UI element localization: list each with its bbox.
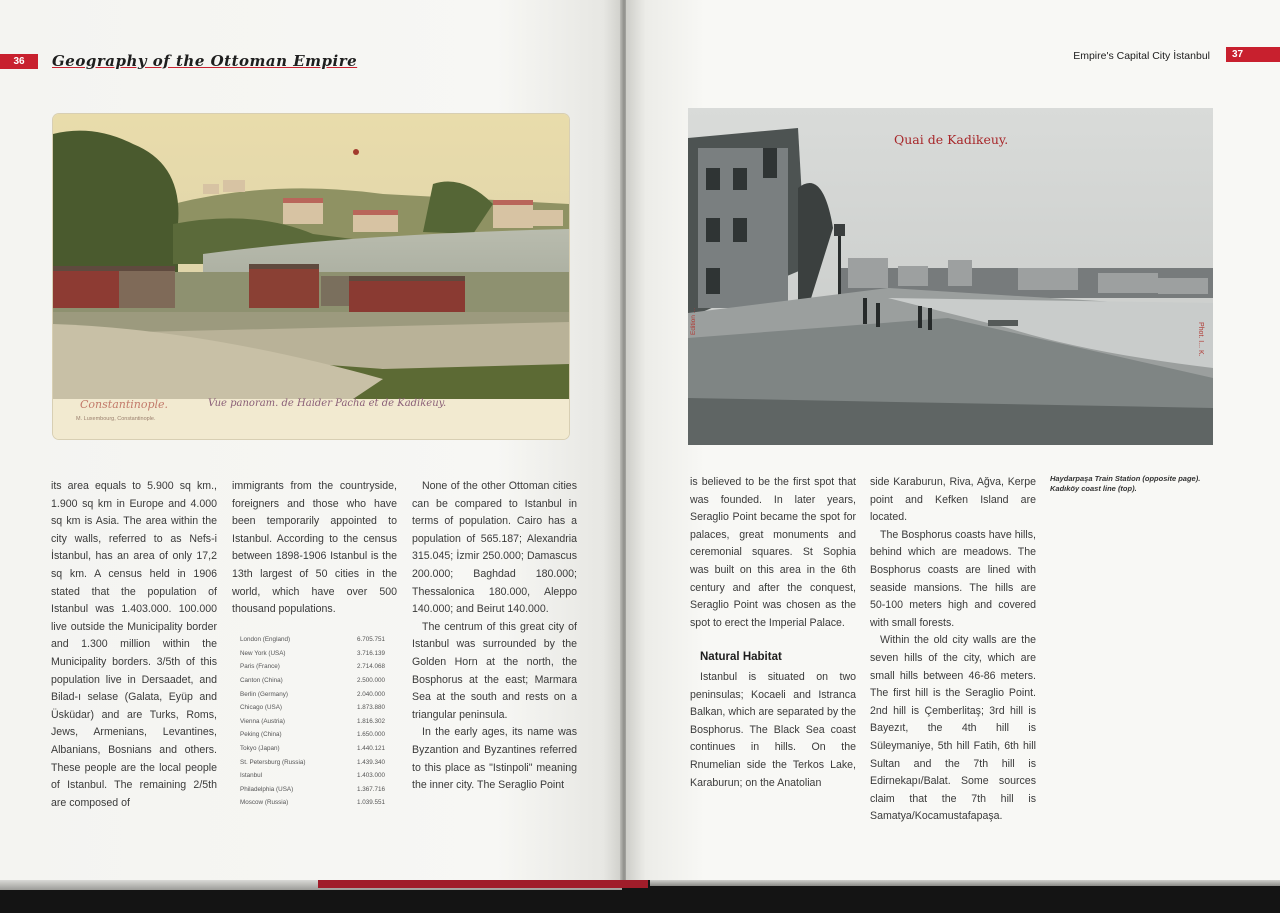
- running-title-left: Geography of the Ottoman Empire: [52, 52, 358, 70]
- paragraph: Istanbul is situated on two peninsulas; Kocaeli and Istranca Balkan, which are separated by the Bosphorus. The Black Sea coast continues in hills. On the Rnumelian side the Terkos Lake, Karaburun; on the Anatolian: [690, 670, 856, 789]
- population-cell: 1.367.716: [356, 785, 385, 793]
- population-cell: 2.500.000: [356, 677, 385, 685]
- paragraph: Within the old city walls are the seven hills of the city, which are small hills between 46-86 meters. The first hill is the Seraglio Point. 2nd hill is Çemberlitaş; 3rd hill is Bayezıt, the 4th hill is Süleymaniye, 5th hill Fatih, 6th hill Sultan and the 7th hill is Edirnekapı/Balat. Some sources claim that the 7th hill is Samatya/Kocamustafapaşa.: [870, 634, 1036, 823]
- postcard-credit: M. Luxembourg, Constantinople.: [76, 416, 156, 422]
- page-number-right: 37: [1226, 47, 1280, 62]
- table-row: [240, 633, 385, 647]
- table-row: [240, 728, 385, 742]
- population-cell: 1.873.880: [356, 704, 385, 712]
- photo-title: Quai de Kadikeuy.: [894, 132, 1009, 147]
- text-column-2: [232, 478, 397, 619]
- city-cell: Tokyo (Japan): [240, 745, 280, 753]
- section-heading: Natural Habitat: [700, 651, 782, 664]
- city-cell: Istanbul: [240, 772, 263, 780]
- population-cell: 1.439.340: [356, 758, 385, 766]
- paragraph: its area equals to 5.900 sq km., 1.900 sq km in Europe and 4.000 sq km is Asia. The area within the city walls, referred to as Nefs-i İstanbul, has an area of only 17,2 sq km. A census held in 1906 stated that the population of Istanbul was 1.403.000. 100.000 live outside the Municipality border and 1.300 million within the Municipality borders. 3/5th of this population live in Dersaadet, and Bilad-ı selase (Galata, Eyüp and Üsküdar) and are Turks, Roms, Jews, Armenians, Levantines, Albanians, Bosnians and others. These people are the local people of Istanbul. The remaining 2/5th are composed of: [51, 480, 217, 809]
- table-row: [240, 687, 385, 701]
- postcard-photo-haidar-pasha: [53, 114, 569, 439]
- book-bottom-edge: [0, 880, 1280, 913]
- table-row: [240, 755, 385, 769]
- population-cell: 2.040.000: [356, 690, 385, 698]
- population-cell: 1.039.551: [356, 799, 385, 807]
- paragraph: In the early ages, its name was Byzantion and Byzantines referred to this place as "Istinpoli" meaning the inner city. The Seraglio Point: [412, 726, 577, 792]
- population-cell: 1.403.000: [356, 772, 385, 780]
- table-row: [240, 742, 385, 756]
- page-number-left: 36: [0, 54, 38, 69]
- text-column-1: [51, 478, 217, 812]
- photo-side-text: Phot. I... K.: [1197, 322, 1204, 357]
- table-row: [240, 769, 385, 783]
- city-cell: Canton (China): [240, 677, 283, 685]
- city-cell: Peking (China): [240, 731, 282, 739]
- city-cell: Moscow (Russia): [240, 799, 289, 807]
- city-cell: London (England): [240, 636, 291, 644]
- paragraph: is believed to be the first spot that was founded. In later years, Seraglio Point became the spot for palaces, great monuments and ceremonial squares. St Sophia was built on this area in the 6th century and after the conquest, Seraglio Point was chosen as the spot to erect the Imperial Palace.: [690, 476, 856, 629]
- paragraph: immigrants from the countryside, foreigners and those who have been temporarily appointed to Istanbul. According to the census between 1898-1906 Istanbul is the 13th largest of 50 cities in the world, which have over 500 thousand populations.: [232, 480, 397, 616]
- table-row: [240, 701, 385, 715]
- city-cell: Chicago (USA): [240, 704, 282, 712]
- table-row: [240, 796, 385, 810]
- city-cell: Vienna (Austria): [240, 717, 286, 725]
- city-cell: Berlin (Germany): [240, 690, 288, 698]
- city-cell: St. Petersburg (Russia): [240, 758, 306, 766]
- paragraph: None of the other Ottoman cities can be compared to Istanbul in terms of population. Cairo has a population of 565.187; Alexandria 315.045; İzmir 250.000; Damascus 200.000; Baghdad 180.000; Thessalonica 180.000, Aleppo 140.000; and Beirut 140.000.: [412, 480, 577, 616]
- table-row: [240, 783, 385, 797]
- postcard-caption: Vue panoram. de Haider Pacha et de Kadikeuy.: [208, 398, 447, 409]
- table-row: [240, 715, 385, 729]
- paragraph: The centrum of this great city of Istanbul was surrounded by the Golden Horn at the north, the Bosphorus at the east; Marmara Sea at the south and rests on a triangular peninsula.: [412, 620, 577, 721]
- paragraph: The Bosphorus coasts have hills, behind which are meadows. The Bosphorus coasts are lined with seaside mansions. The hills are 50-100 meters high and covered with small forests.: [870, 528, 1036, 629]
- table-row: [240, 647, 385, 661]
- running-title-right: Empire's Capital City İstanbul: [1073, 50, 1210, 62]
- photo-quai-de-kadikeuy: [688, 108, 1213, 445]
- city-cell: Philadelphia (USA): [240, 785, 294, 793]
- table-row: [240, 660, 385, 674]
- text-column-5: [870, 474, 1036, 826]
- city-cell: Paris (France): [240, 663, 280, 671]
- population-cell: 1.650.000: [356, 731, 385, 739]
- city-cell: New York (USA): [240, 649, 286, 657]
- population-cell: 6.705.751: [356, 636, 385, 644]
- population-cell: 2.714.068: [356, 663, 385, 671]
- population-cell: 1.440.121: [356, 745, 385, 753]
- table-row: [240, 674, 385, 688]
- paragraph: side Karaburun, Riva, Ağva, Kerpe point and Kefken Island are located.: [870, 476, 1036, 524]
- text-column-4: [690, 474, 856, 792]
- postcard-caption-city: Constantinople.: [80, 398, 169, 411]
- photo-left-side-text: Edition ...: [690, 307, 697, 335]
- left-page: [0, 0, 622, 885]
- population-table: [240, 633, 385, 810]
- photo-side-caption: Haydarpaşa Train Station (opposite page). Kadıköy coast line (top).: [1050, 474, 1201, 493]
- population-cell: 1.816.302: [356, 717, 385, 725]
- population-cell: 3.716.139: [356, 649, 385, 657]
- text-column-3: [412, 478, 577, 795]
